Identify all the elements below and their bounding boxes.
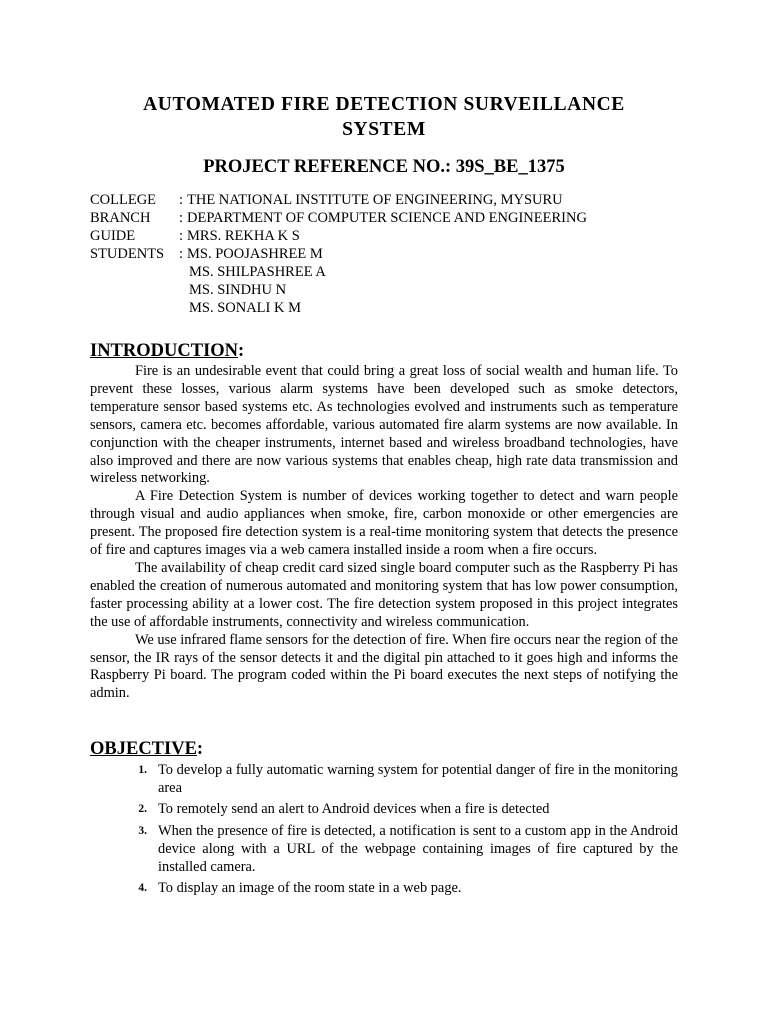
objective-item	[90, 880, 678, 898]
objective-number: 3.	[138, 824, 147, 837]
guide-label: GUIDE	[90, 228, 136, 244]
objective-heading	[90, 738, 203, 760]
branch-value: DEPARTMENT OF COMPUTER SCIENCE AND ENGINEERING	[187, 210, 587, 226]
objective-text: To display an image of the room state in a web page.	[158, 879, 462, 896]
heading-colon: :	[238, 341, 245, 361]
college-label: COLLEGE	[90, 192, 157, 208]
separator: :	[179, 210, 184, 226]
title-line-1: AUTOMATED FIRE DETECTION SURVEILLANCE	[143, 94, 625, 115]
objective-item	[90, 762, 678, 798]
objective-text: To remotely send an alert to Android devices when a fire is detected	[158, 801, 550, 818]
title-line-2: SYSTEM	[342, 119, 426, 140]
introduction-heading	[90, 340, 244, 362]
student-name: MS. SINDHU N	[189, 282, 287, 298]
objective-list	[90, 762, 678, 901]
heading-colon: :	[196, 739, 204, 759]
intro-paragraph: The availability of cheap credit card sized single board computer such as the Raspberry Pi has enabled the creation of numerous automated and monitoring system that has low power consumption, faster processing ability at a lower cost. The fire detection system proposed in this project integrates the use of affordable instruments, connectivity and wireless communication.	[90, 559, 678, 630]
objective-number: 2.	[138, 803, 147, 816]
branch-row	[90, 209, 587, 227]
objective-heading-text: OBJECTIVE	[90, 739, 197, 759]
branch-label: BRANCH	[90, 210, 151, 226]
introduction-body	[90, 363, 678, 703]
introduction-heading-text: INTRODUCTION	[90, 341, 239, 361]
college-row	[90, 191, 587, 209]
student-row	[90, 263, 587, 281]
student-row	[90, 281, 587, 299]
objective-item	[90, 801, 678, 819]
intro-paragraph: Fire is an undesirable event that could bring a great loss of social wealth and human life. To prevent these losses, various alarm systems have been developed such as smoke detectors, temperature sensor based systems etc. As technologies evolved and instruments such as temperature sensors, camera etc. becomes affordable, various automated fire alarm systems are now available. In conjunction with the cheaper instruments, internet based and wireless broadband technologies, have also improved and there are now various systems that enables cheap, high rate data transmission and wireless networking.	[90, 363, 678, 487]
separator: :	[179, 192, 184, 208]
project-reference: PROJECT REFERENCE NO.: 39S_BE_1375	[203, 157, 565, 177]
intro-paragraph: We use infrared flame sensors for the detection of fire. When fire occurs near the region of the sensor, the IR rays of the sensor detects it and the digital pin attached to it goes high and informs the Raspberry Pi board. The program coded within the Pi board executes the next steps of notifying the admin.	[90, 631, 678, 702]
student-row	[90, 299, 587, 317]
objective-item	[90, 823, 678, 877]
objective-text: When the presence of fire is detected, a notification is sent to a custom app in the Android device along with a URL of the webpage containing images of fire captured by the installed camera.	[158, 822, 678, 875]
students-row	[90, 245, 587, 263]
intro-paragraph: A Fire Detection System is number of devices working together to detect and warn people through visual and audio appliances when smoke, fire, carbon monoxide or other emergencies are present. The proposed fire detection system is a real-time monitoring system that detects the presence of fire and captures images via a web camera installed inside a room when a fire occurs.	[90, 488, 678, 559]
project-info-block	[90, 191, 587, 317]
guide-value: MRS. REKHA K S	[187, 228, 300, 244]
student-name: MS. POOJASHREE M	[187, 246, 323, 262]
separator: :	[179, 228, 184, 244]
college-value: THE NATIONAL INSTITUTE OF ENGINEERING, MYSURU	[187, 192, 563, 208]
student-name: MS. SHILPASHREE A	[189, 264, 326, 280]
document-title	[90, 92, 678, 142]
separator: :	[179, 246, 184, 262]
objective-number: 4.	[138, 881, 147, 894]
student-name: MS. SONALI K M	[189, 300, 301, 316]
objective-number: 1.	[138, 764, 147, 776]
objective-text: To develop a fully automatic warning system for potential danger of fire in the monitoring area	[158, 762, 678, 796]
guide-row	[90, 227, 587, 245]
students-label: STUDENTS	[90, 246, 165, 262]
